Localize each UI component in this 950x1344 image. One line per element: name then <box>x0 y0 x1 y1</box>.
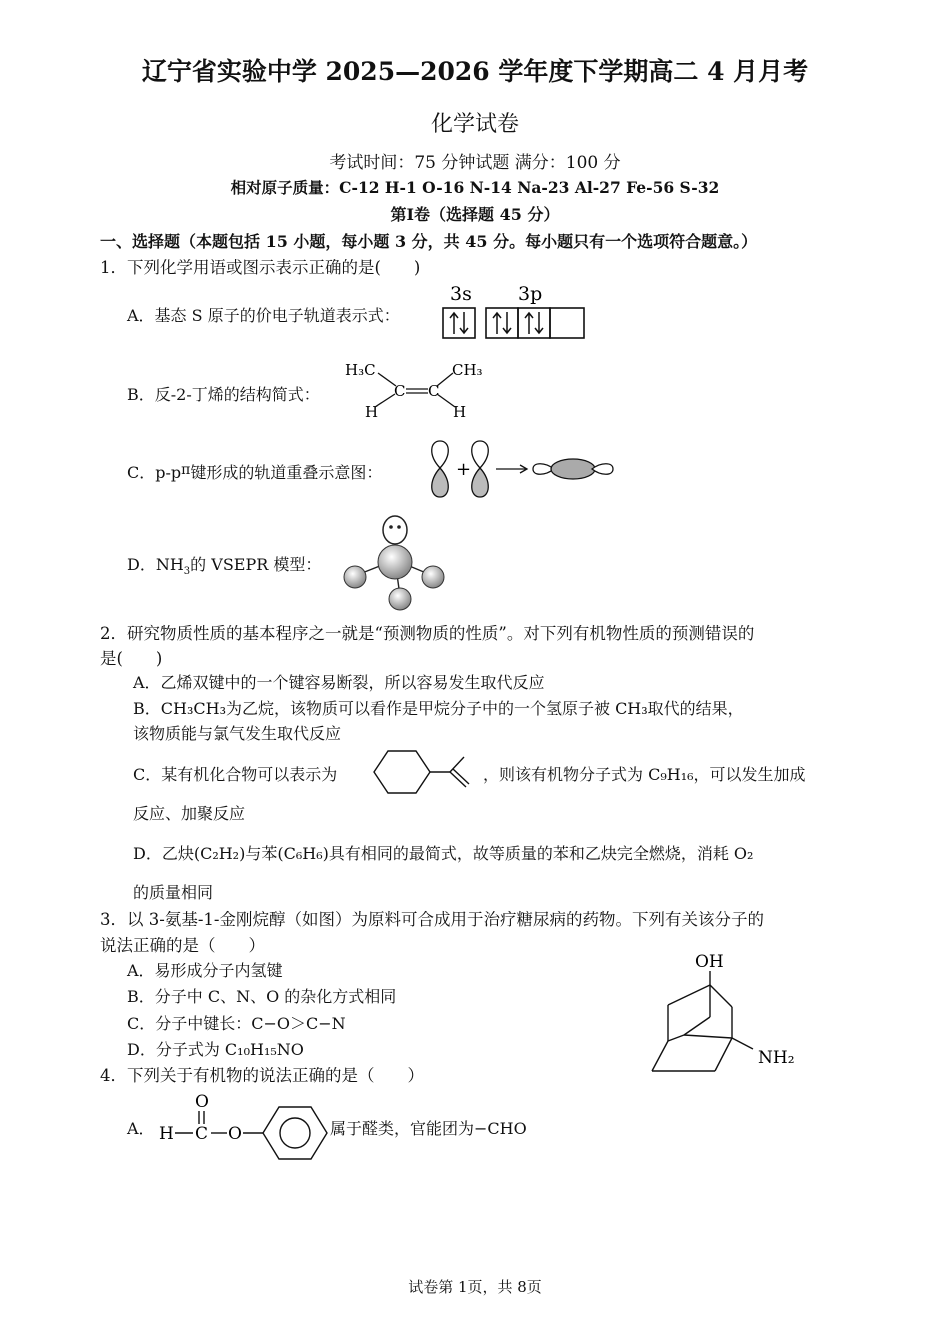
carbonyl-carbon: C <box>195 1124 209 1144</box>
carbon-left: C <box>394 382 406 400</box>
orbital-diagram <box>438 280 593 344</box>
hydrogen-left: H <box>365 403 379 421</box>
q2-option-c-pre: C．某有机化合物可以表示为 <box>133 765 338 784</box>
q1-option-d <box>127 552 321 577</box>
q3-option-a: A．易形成分子内氢键 <box>127 961 283 980</box>
pp-pi-overlap-diagram <box>420 435 620 505</box>
q4-option-a-text: 属于醛类，官能团为−CHO <box>330 1119 527 1138</box>
q3-stem-line2: 说法正确的是（ ） <box>100 936 265 955</box>
q3-option-b: B．分子中 C、N、O 的杂化方式相同 <box>127 987 397 1006</box>
q1-d-pre: D．NH <box>127 555 184 574</box>
q1-option-c <box>127 460 382 483</box>
q4-stem: 4．下列关于有机物的说法正确的是（ ） <box>100 1066 424 1085</box>
q1-option-a: A．基态 S 原子的价电子轨道表示式： <box>127 306 400 325</box>
q2-option-a: A．乙烯双键中的一个键容易断裂，所以容易发生取代反应 <box>133 673 545 692</box>
q3-stem-line1: 3．以 3-氨基-1-金刚烷醇（如图）为原料可合成用于治疗糖尿病的药物。下列有关该分子的 <box>100 910 764 929</box>
section-heading: 一、选择题（本题包括 15 小题，每小题 3 分，共 45 分。每小题只有一个选项符合题意。） <box>100 232 758 251</box>
pi-symbol: π <box>181 462 191 478</box>
nh3-vsepr-model <box>335 510 455 614</box>
trans-2-butene-structure <box>340 355 500 427</box>
oh-label: OH <box>695 952 724 972</box>
q1-stem: 1．下列化学用语或图示表示正确的是( ) <box>100 258 421 277</box>
exam-info: 考试时间：75 分钟试题 满分：100 分 <box>329 153 621 173</box>
adamantanol-amine-structure <box>640 945 810 1080</box>
q2-option-c-line2: 反应、加聚反应 <box>133 804 246 823</box>
carbon-right: C <box>428 382 440 400</box>
q2-stem-line1: 2．研究物质性质的基本程序之一就是“预测物质的性质”。对下列有机物性质的预测错误的 <box>100 624 755 643</box>
plus-sign: + <box>456 459 472 480</box>
q1-d-sub: 3 <box>183 566 191 578</box>
nh2-label: NH₂ <box>758 1048 795 1068</box>
h3c-label: H₃C <box>345 361 376 379</box>
q2-option-b-line2: 该物质能与氯气发生取代反应 <box>133 724 342 743</box>
cyclohexyl-propene-structure <box>368 745 478 799</box>
formyl-hydrogen: H <box>159 1124 174 1144</box>
q1-c-post: 键形成的轨道重叠示意图： <box>190 463 383 482</box>
hydrogen-right: H <box>453 403 467 421</box>
orbital-3s-label: 3s <box>450 283 472 305</box>
q3-option-d: D．分子式为 C₁₀H₁₅NO <box>127 1040 304 1059</box>
q2-option-d-line1: D．乙炔(C₂H₂)与苯(C₆H₆)具有相同的最简式，故等质量的苯和乙炔完全燃烧，消耗 O₂ <box>133 844 754 863</box>
carbonyl-oxygen: O <box>195 1092 209 1112</box>
q2-option-b-line1: B．CH₃CH₃为乙烷，该物质可以看作是甲烷分子中的一个氢原子被 CH₃取代的结果， <box>133 699 744 718</box>
exam-title: 辽宁省实验中学 2025—2026 学年度下学期高二 4 月月考 <box>141 57 809 86</box>
q3-option-c: C．分子中键长：C−O＞C−N <box>127 1014 346 1033</box>
ch3-label: CH₃ <box>452 361 483 379</box>
q2-option-d-line2: 的质量相同 <box>133 883 214 902</box>
q4-option-a-label: A． <box>127 1119 155 1138</box>
subject-title: 化学试卷 <box>430 112 519 137</box>
q2-option-c-post: ，则该有机物分子式为 C₉H₁₆，可以发生加成 <box>483 765 806 784</box>
orbital-3p-label: 3p <box>518 283 543 305</box>
part-title: 第Ⅰ卷（选择题 45 分） <box>390 205 560 224</box>
q2-stem-line2: 是( ) <box>100 649 163 668</box>
q1-d-post: 的 VSEPR 模型： <box>190 555 322 574</box>
q1-option-b: B．反-2-丁烯的结构简式： <box>127 385 320 404</box>
phenyl-formate-structure <box>155 1087 335 1165</box>
atomic-masses: 相对原子质量：C-12 H-1 O-16 N-14 Na-23 Al-27 Fe-56 S-32 <box>230 178 720 197</box>
ester-oxygen: O <box>228 1124 242 1144</box>
page-footer: 试卷第 1页，共 8页 <box>408 1278 542 1296</box>
q1-c-pre: C．p-p <box>127 463 182 482</box>
